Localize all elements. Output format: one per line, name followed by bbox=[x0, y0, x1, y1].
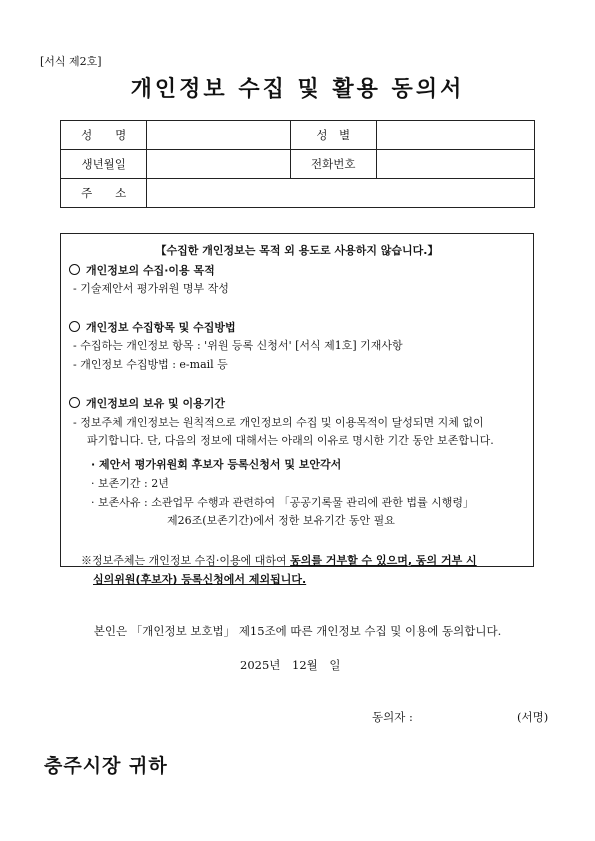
address-label: 주 소 bbox=[61, 179, 147, 208]
phone-label: 전화번호 bbox=[290, 150, 376, 179]
phone-field[interactable] bbox=[376, 150, 534, 179]
items-line-2: - 개인정보 수집방법 : e-mail 등 bbox=[73, 358, 228, 371]
notice-heading: 【수집한 개인정보는 목적 외 용도로 사용하지 않습니다.】 bbox=[155, 244, 439, 257]
gender-field[interactable] bbox=[376, 121, 534, 150]
warning-line-2 bbox=[93, 571, 306, 589]
gender-label: 성 별 bbox=[290, 121, 376, 150]
addressee: 충주시장 귀하 bbox=[44, 755, 168, 777]
retention-subheading: · 제안서 평가위원회 후보자 등록신청서 및 보안각서 bbox=[91, 458, 342, 471]
warning-bold-2: 심의위원(후보자) 등록신청에서 제외됩니다. bbox=[93, 573, 307, 586]
signature-mark: (서명) bbox=[517, 710, 549, 724]
birth-field[interactable] bbox=[147, 150, 290, 179]
retention-heading bbox=[69, 395, 225, 413]
warning-line-1 bbox=[81, 552, 477, 570]
purpose-heading bbox=[69, 262, 215, 280]
warning-bold-1: 동의를 거부할 수 있으며, 동의 거부 시 bbox=[290, 554, 477, 567]
address-field[interactable] bbox=[147, 179, 535, 208]
retention-period: · 보존기간 : 2년 bbox=[91, 477, 169, 490]
personal-info-table bbox=[60, 120, 535, 208]
consent-statement: 본인은 「개인정보 보호법」 제15조에 따른 개인정보 수집 및 이용에 동의합니다. bbox=[93, 624, 502, 638]
retention-line-1: - 정보주체 개인정보는 원칙적으로 개인정보의 수집 및 이용목적이 달성되면 지체 없이 bbox=[73, 416, 484, 429]
warning-normal: ※정보주체는 개인정보 수집·이용에 대하여 bbox=[81, 554, 291, 567]
purpose-item: - 기술제안서 평가위원 명부 작성 bbox=[73, 282, 229, 295]
items-heading bbox=[69, 319, 236, 337]
signer-label: 동의자 : bbox=[372, 710, 413, 724]
retention-line-2: 파기합니다. 단, 다음의 정보에 대해서는 아래의 이유로 명시한 기간 동안 보존합니다. bbox=[87, 434, 494, 447]
retention-heading-text: 개인정보의 보유 및 이용기간 bbox=[86, 397, 225, 410]
items-heading-text: 개인정보 수집항목 및 수집방법 bbox=[86, 321, 236, 334]
date-line: 2025년 12월 일 bbox=[240, 658, 341, 672]
name-field[interactable] bbox=[147, 121, 290, 150]
document-title: 개인정보 수집 및 활용 동의서 bbox=[130, 77, 465, 102]
retention-reason-2: 제26조(보존기간)에서 정한 보유기간 동안 필요 bbox=[167, 514, 395, 527]
circle-bullet-icon bbox=[69, 397, 80, 408]
items-line-1: - 수집하는 개인정보 항목 : '위원 등록 신청서' [서식 제1호] 기재사항 bbox=[73, 339, 403, 352]
retention-reason-1: · 보존사유 : 소관업무 수행과 관련하여 「공공기록물 관리에 관한 법률 시행령」 bbox=[91, 496, 474, 509]
circle-bullet-icon bbox=[69, 264, 80, 275]
name-label: 성 명 bbox=[61, 121, 147, 150]
circle-bullet-icon bbox=[69, 321, 80, 332]
purpose-heading-text: 개인정보의 수집·이용 목적 bbox=[86, 264, 215, 277]
birth-label: 생년월일 bbox=[61, 150, 147, 179]
form-number: [서식 제2호] bbox=[40, 55, 102, 68]
consent-details-box bbox=[60, 233, 534, 586]
